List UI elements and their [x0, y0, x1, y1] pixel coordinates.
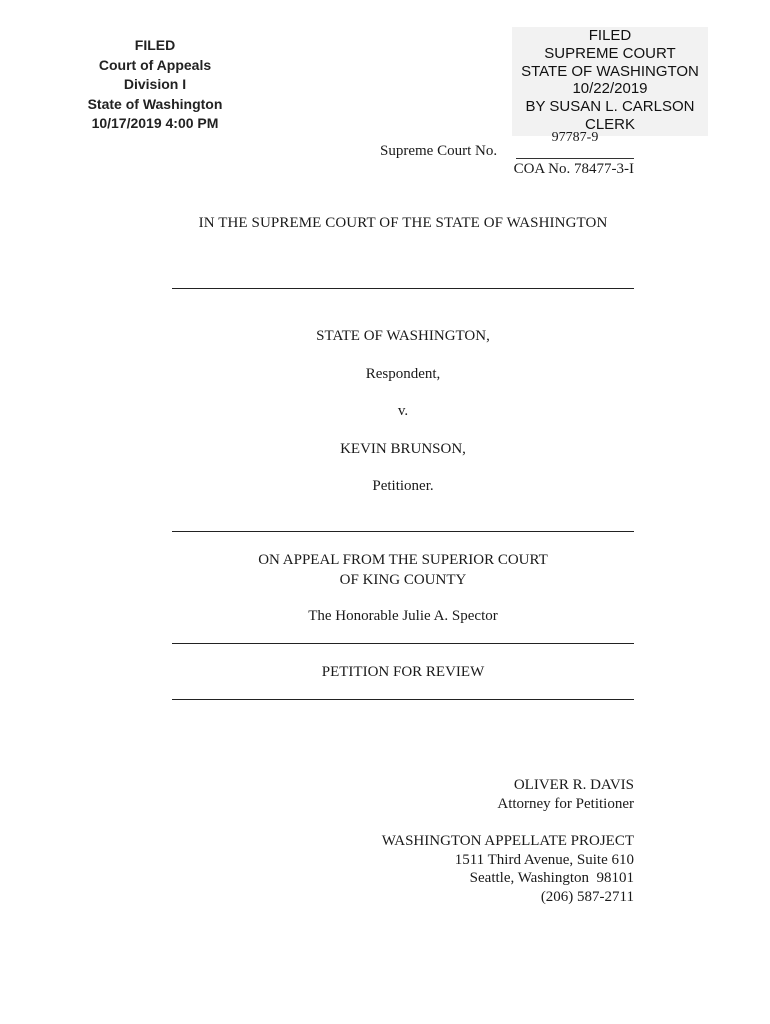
firm-address-line2: Seattle, Washington 98101 [469, 870, 634, 886]
attorney-block [497, 776, 634, 813]
stamp-state: State of Washington [87, 95, 223, 112]
judge-name: The Honorable Julie A. Spector [308, 608, 498, 624]
appeal-court-line1: ON APPEAL FROM THE SUPERIOR COURT [258, 552, 548, 568]
appeal-court-line2: OF KING COUNTY [339, 572, 467, 588]
attorney-title: Attorney for Petitioner [497, 795, 634, 812]
supreme-court-number-value: 97787-9 [516, 131, 634, 159]
stamp-date-time: 10/17/2019 4:00 PM [91, 115, 219, 131]
plaintiff-name: STATE OF WASHINGTON, [316, 328, 490, 344]
versus-label: v. [397, 403, 409, 419]
stamp-court-name: SUPREME COURT [544, 44, 676, 62]
plaintiff-role: Respondent, [365, 366, 441, 382]
court-heading: IN THE SUPREME COURT OF THE STATE OF WASHINGTON [198, 215, 608, 231]
supreme-court-number-label: Supreme Court No. [380, 143, 498, 159]
firm-phone: (206) 587-2711 [540, 888, 634, 905]
divider-rule [172, 699, 634, 700]
divider-rule [172, 288, 634, 289]
stamp-filed-label: FILED [134, 37, 176, 53]
defendant-role: Petitioner. [372, 478, 434, 494]
coa-number: COA No. 78477-3-I [513, 161, 634, 177]
firm-address-block [382, 832, 634, 906]
stamp-court-name: Court of Appeals [98, 56, 212, 73]
stamp-state: STATE OF WASHINGTON [521, 62, 699, 80]
court-of-appeals-filing-stamp [80, 36, 230, 134]
attorney-name: OLIVER R. DAVIS [513, 777, 634, 793]
stamp-clerk-name: BY SUSAN L. CARLSON [525, 98, 695, 116]
firm-name: WASHINGTON APPELLATE PROJECT [381, 833, 634, 849]
stamp-division: Division I [123, 76, 187, 92]
defendant-name: KEVIN BRUNSON, [340, 441, 466, 457]
stamp-filed-label: FILED [588, 27, 632, 44]
firm-address-line1: 1511 Third Avenue, Suite 610 [454, 851, 634, 868]
supreme-court-filing-stamp [512, 27, 708, 136]
divider-rule [172, 531, 634, 532]
stamp-date: 10/22/2019 [572, 80, 648, 98]
stamp-clerk-title: CLERK [584, 115, 636, 133]
supreme-court-number [380, 130, 634, 161]
document-title: PETITION FOR REVIEW [321, 664, 485, 680]
divider-rule [172, 643, 634, 644]
